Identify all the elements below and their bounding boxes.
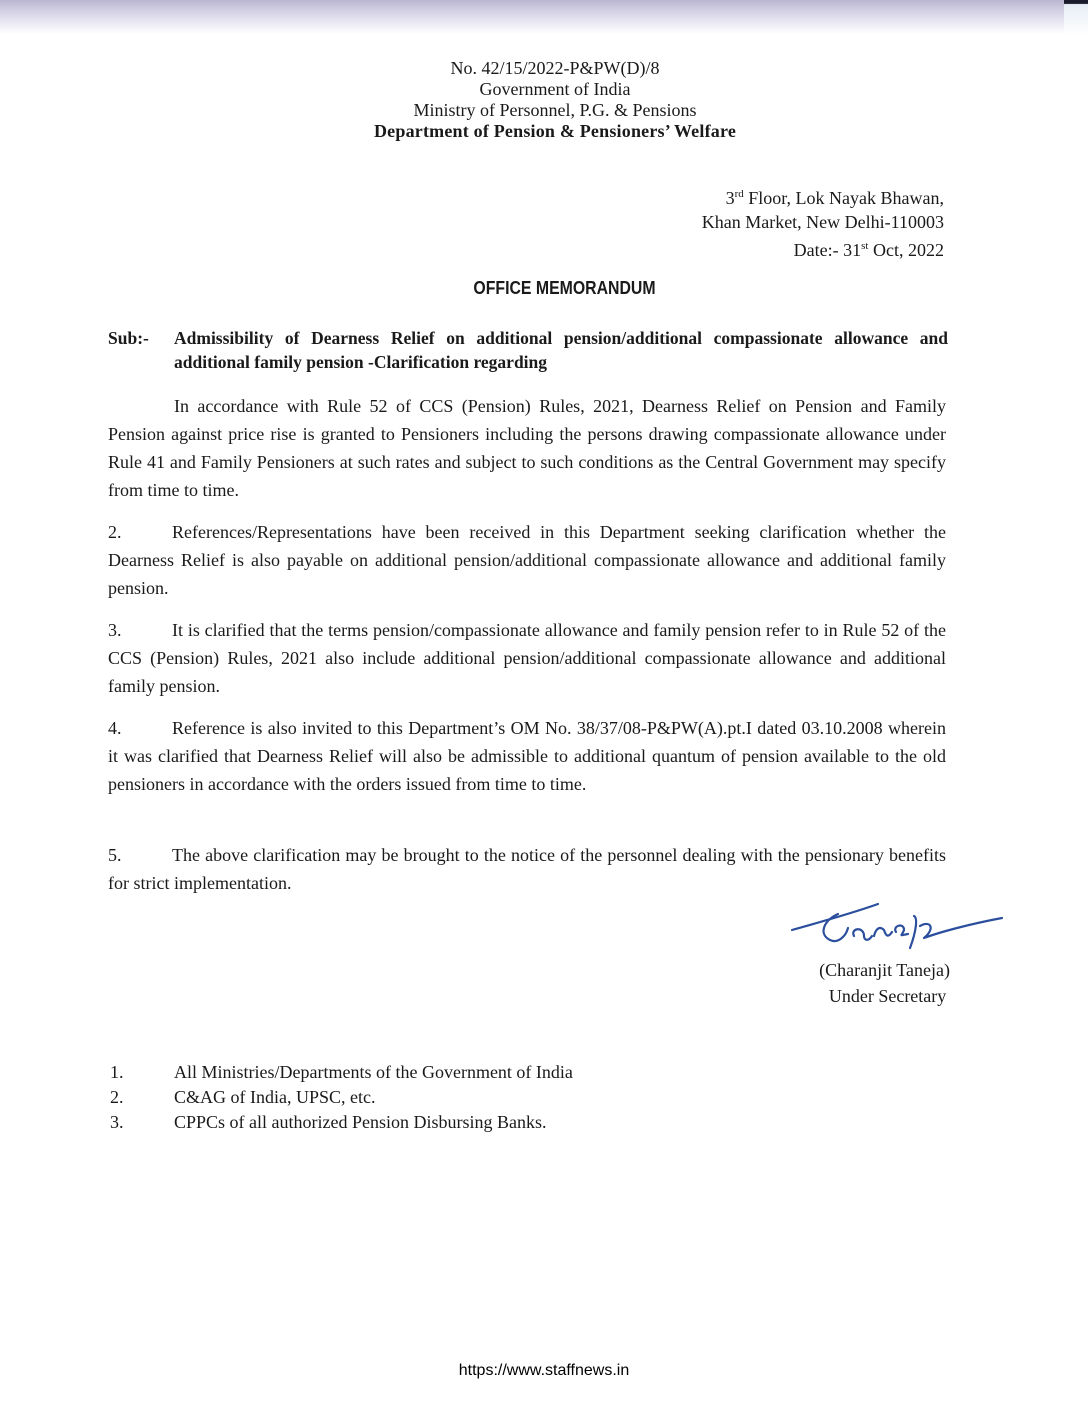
paragraph-number: 4. <box>108 718 122 738</box>
address-block <box>702 182 944 262</box>
paragraph-text: The above clarification may be brought to the notice of the personnel dealing with the pensionary benefits for strict implementation. <box>108 845 946 893</box>
distribution-item <box>110 1085 573 1110</box>
memo-title-text: OFFICE MEMORANDUM <box>472 278 656 298</box>
paragraph-1 <box>108 392 946 504</box>
paragraph-text: References/Representations have been received in this Department seeking clarification whether the Dearness Relief is also payable on additional pension/additional compassionate allowance and additional family pension. <box>108 522 946 598</box>
paragraph-text: Reference is also invited to this Department’s OM No. 38/37/08-P&PW(A).pt.I dated 03.10.2008 wherein it was clarified that Dearness Relief will also be admissible to additional quantum of pension available to the old pensioners in accordance with the orders issued from time to time. <box>108 718 946 794</box>
memo-title <box>0 278 1088 299</box>
distribution-list <box>110 1060 573 1135</box>
signature-icon <box>780 892 1020 962</box>
floor-suffix: rd <box>734 188 744 200</box>
address-line-1 <box>702 182 944 210</box>
ministry-name: Ministry of Personnel, P.G. & Pensions <box>413 100 697 120</box>
subject-block <box>108 326 948 374</box>
distribution-number: 1. <box>110 1062 124 1082</box>
distribution-text: CPPCs of all authorized Pension Disbursing Banks. <box>174 1112 547 1132</box>
distribution-number: 3. <box>110 1112 124 1132</box>
date-rest: Oct, 2022 <box>868 240 944 260</box>
address-line-2: Khan Market, New Delhi-110003 <box>701 212 944 232</box>
paragraph-2 <box>108 518 946 602</box>
paragraph-4 <box>108 714 946 798</box>
department-name: Department of Pension & Pensioners’ Welfare <box>373 121 737 141</box>
floor-text: Floor, Lok Nayak Bhawan, <box>743 188 944 208</box>
file-number: No. 42/15/2022-P&PW(D)/8 <box>450 58 660 78</box>
paragraph-5 <box>108 841 946 897</box>
scan-edge-top <box>0 0 1088 34</box>
distribution-text: All Ministries/Departments of the Government of India <box>174 1062 573 1082</box>
paragraph-text: It is clarified that the terms pension/compassionate allowance and family pension refer to in Rule 52 of the CCS (Pension) Rules, 2021 also include additional pension/additional compassionate allowance and additional family pension. <box>108 620 946 696</box>
scan-edge-right <box>1064 0 1088 36</box>
distribution-item <box>110 1110 573 1135</box>
signatory-designation: Under Secretary <box>828 986 947 1006</box>
paragraph-3 <box>108 616 946 700</box>
date-suffix: st <box>861 240 869 252</box>
subject-text: Admissibility of Dearness Relief on additional pension/additional compassionate allowance and additional family pension -Clarification regarding <box>174 328 948 372</box>
signatory-block <box>819 957 950 1009</box>
distribution-number: 2. <box>110 1087 124 1107</box>
document-header <box>310 58 800 142</box>
distribution-text: C&AG of India, UPSC, etc. <box>174 1087 376 1107</box>
date-prefix: Date:- 31 <box>793 240 862 260</box>
paragraph-text: In accordance with Rule 52 of CCS (Pension) Rules, 2021, Dearness Relief on Pension and Family Pension against price rise is granted to Pensioners including the persons drawing compassionate allowance under Rule 41 and Family Pensioners at such rates and subject to such conditions as the Central Government may specify from time to time. <box>108 396 946 500</box>
footer-url-link[interactable]: https://www.staffnews.in <box>458 1362 630 1379</box>
government-name: Government of India <box>479 79 631 99</box>
signatory-name: (Charanjit Taneja) <box>819 960 950 980</box>
distribution-item <box>110 1060 573 1085</box>
floor-number: 3 <box>725 188 735 208</box>
paragraph-number: 2. <box>108 522 122 542</box>
subject-label: Sub:- <box>108 328 149 348</box>
footer-url[interactable] <box>0 1362 1088 1380</box>
date-line <box>702 234 944 262</box>
paragraph-number: 3. <box>108 620 122 640</box>
paragraph-number: 5. <box>108 845 122 865</box>
